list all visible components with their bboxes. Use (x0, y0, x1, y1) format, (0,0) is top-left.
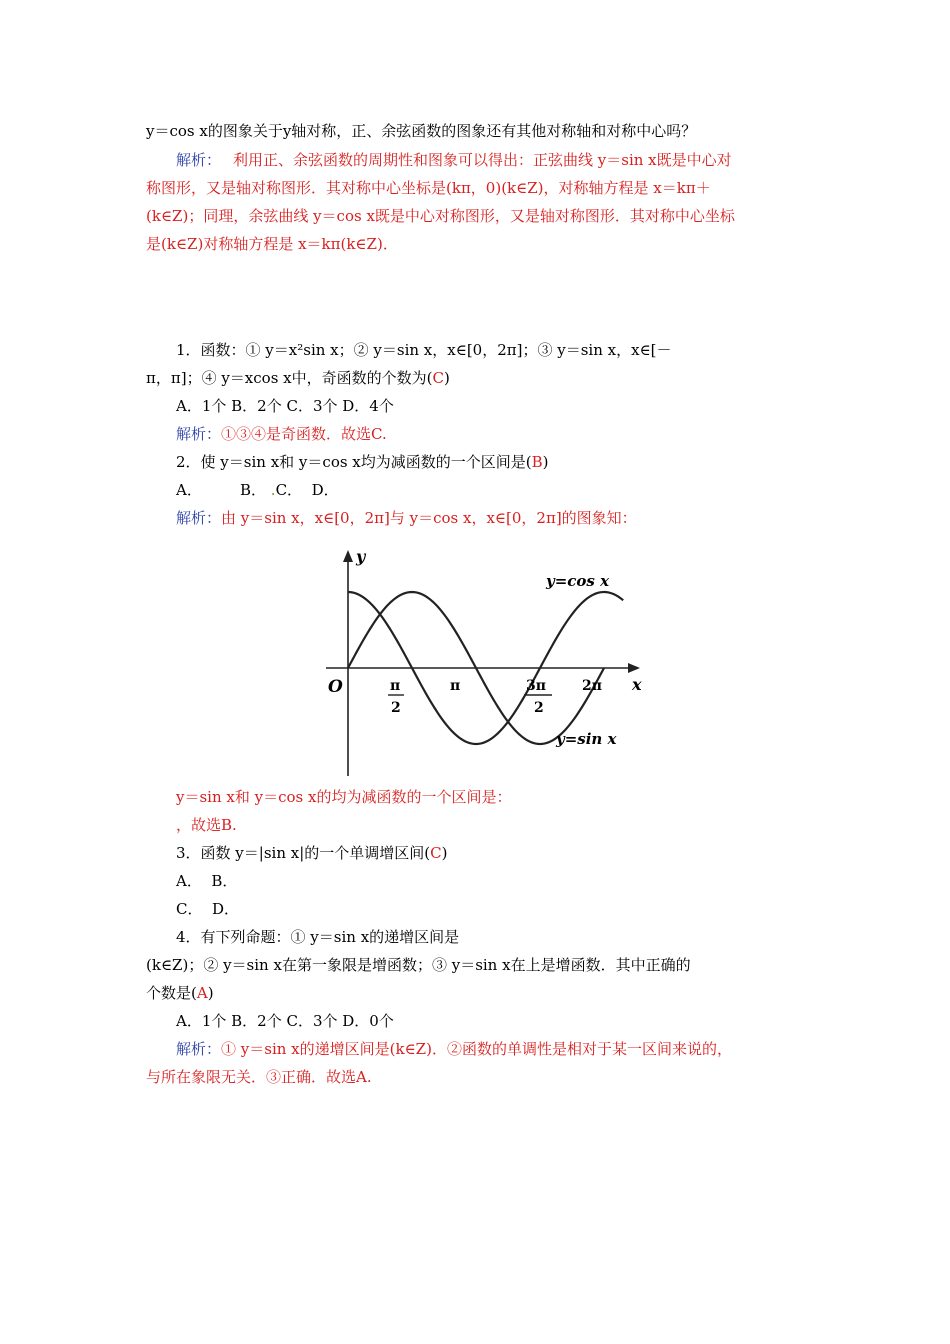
intro-solution-label: 解析： (176, 151, 222, 169)
q3-stem (176, 843, 447, 863)
q4-solution-line-1 (176, 1039, 732, 1059)
q4-stem-close: ) (207, 984, 214, 1002)
q1-solution-text: ①③④是奇函数．故选C. (221, 425, 387, 443)
origin-label: O (328, 677, 343, 697)
q4-solution-text: ① y＝sin x的递增区间是(k∈Z)．②函数的单调性是相对于某一区间来说的， (221, 1040, 732, 1058)
tick-pi-half-den: 2 (391, 700, 401, 716)
q1-options: A．1个 B．2个 C．3个 D．4个 (176, 397, 394, 415)
q2-after-figure-line-2: ，故选B. (176, 816, 237, 834)
intro-solution-line-1 (176, 150, 732, 170)
q4-options: A．1个 B．2个 C．3个 D．0个 (176, 1012, 394, 1030)
q3-options-ab: A． B． (176, 872, 238, 890)
q4-solution-line-2: 与所在象限无关．③正确．故选A. (146, 1068, 372, 1086)
q2-answer: B (531, 453, 543, 471)
q1-stem-text: π，π]；④ y＝xcos x中，奇函数的个数为( (146, 369, 433, 387)
tick-three-pi-half-num: 3π (526, 678, 546, 694)
intro-solution-line-4: 是(k∈Z)对称轴方程是 x＝kπ(k∈Z)． (146, 235, 398, 253)
q4-answer: A (196, 984, 208, 1002)
q4-stem-line-2: (k∈Z)；② y＝sin x在第一象限是增函数；③ y＝sin x在上是增函数．其中正确的 (146, 956, 691, 974)
tick-pi: π (450, 678, 461, 694)
q4-stem-line-1: 4．有下列命题：① y＝sin x的递增区间是 (176, 928, 460, 946)
q3-options-cd: C． D． (176, 900, 240, 918)
intro-question: y＝cos x的图象关于y轴对称，正、余弦函数的图象还有其他对称轴和对称中心吗？ (146, 122, 697, 140)
q2-options (176, 480, 339, 500)
sin-curve-label: y=sin x (556, 730, 617, 748)
cos-curve-label: y=cos x (546, 572, 610, 590)
q1-stem-line-1: 1．函数：① y＝x²sin x；② y＝sin x，x∈[0，2π]；③ y＝sin x，x∈[－ (176, 341, 672, 359)
intro-solution-line-2: 称图形，又是轴对称图形．其对称中心坐标是(kπ，0)(k∈Z)，对称轴方程是 x＝kπ＋ (146, 179, 711, 197)
q1-answer: C (432, 369, 444, 387)
sin-cos-graph (306, 540, 652, 780)
q2-after-figure-line-1: y＝sin x和 y＝cos x的均为减函数的一个区间是： (176, 788, 512, 806)
q2-options-ab: A． B． (176, 481, 267, 499)
q1-solution-label: 解析： (176, 425, 222, 443)
y-axis-label: y (356, 547, 366, 566)
q4-solution-label: 解析： (176, 1040, 222, 1058)
q2-stem (176, 452, 549, 472)
q3-answer: C (430, 844, 442, 862)
tick-pi-half-num: π (390, 678, 401, 694)
tick-three-pi-half-den: 2 (534, 700, 544, 716)
tick-two-pi: 2π (582, 678, 602, 694)
q1-stem-line-2 (146, 368, 450, 388)
q1-solution (176, 424, 387, 444)
q2-stem-close: ) (542, 453, 549, 471)
q3-stem-text: 3．函数 y＝|sin x|的一个单调增区间( (176, 844, 431, 862)
intro-solution-line-3: (k∈Z)；同理，余弦曲线 y＝cos x既是中心对称图形，又是轴对称图形．其对称中心坐标 (146, 207, 735, 225)
q2-options-dot: . (266, 481, 276, 499)
q4-stem-line-3 (146, 983, 214, 1003)
q2-options-cd: C． D． (275, 481, 339, 499)
x-axis-label: x (632, 675, 642, 694)
q4-stem-text: 个数是( (146, 984, 197, 1002)
q1-stem-close: ) (443, 369, 450, 387)
intro-solution-text: 利用正、余弦函数的周期性和图象可以得出：正弦曲线 y＝sin x既是中心对 (233, 151, 732, 169)
q3-stem-close: ) (441, 844, 448, 862)
q2-stem-text: 2．使 y＝sin x和 y＝cos x均为减函数的一个区间是( (176, 453, 532, 471)
q2-solution (176, 508, 637, 528)
q2-solution-label: 解析： (176, 509, 222, 527)
q2-solution-text: 由 y＝sin x，x∈[0，2π]与 y＝cos x，x∈[0，2π]的图象知： (221, 509, 637, 527)
